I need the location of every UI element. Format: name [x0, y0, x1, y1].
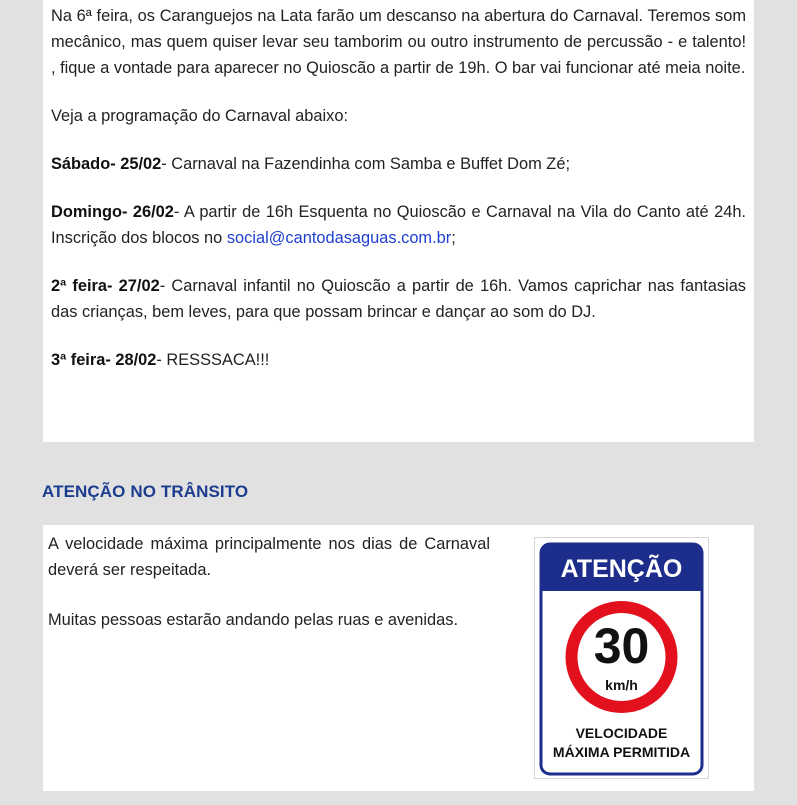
sign-header-text: ATENÇÃO [560, 555, 683, 583]
traffic-paragraph-1: A velocidade máxima principalmente nos dias de Carnaval deverá ser respeitada. [48, 535, 490, 579]
section-title-traffic: ATENÇÃO NO TRÂNSITO [42, 482, 249, 501]
speed-limit-sign [535, 538, 708, 778]
schedule-day: Domingo- 26/02 [51, 203, 174, 221]
schedule-day: 2ª feira- 27/02 [51, 277, 160, 295]
schedule-text: - Carnaval na Fazendinha com Samba e Buffet Dom Zé; [161, 155, 570, 173]
schedule-text: - RESSSACA!!! [156, 351, 270, 369]
schedule-day: Sábado- 25/02 [51, 155, 162, 173]
traffic-text [48, 531, 490, 633]
schedule-text-end: ; [451, 229, 456, 247]
sign-caption-line-1: VELOCIDADE [575, 725, 668, 741]
email-link[interactable]: social@cantodasaguas.com.br [226, 229, 452, 247]
schedule-item-monday [51, 273, 746, 325]
schedule-item-sunday [51, 199, 746, 251]
speed-unit: km/h [605, 677, 638, 693]
traffic-content-card [43, 525, 754, 791]
schedule-item-saturday [51, 151, 746, 177]
intro-paragraph: Na 6ª feira, os Caranguejos na Lata farão um descanso na abertura do Carnaval. Teremos som mecânico, mas quem quiser levar seu tamborim ou outro instrumento de percussão - e talento! , fique a vontade para aparecer no Quioscão a partir de 19h. O bar vai funcionar até meia noite. [51, 7, 746, 77]
schedule-text: - Carnaval infantil no Quioscão a partir de 16h. Vamos caprichar nas fantasias das crianças, bem leves, para que possam brincar e dançar ao som do DJ. [51, 277, 747, 321]
traffic-paragraph-2: Muitas pessoas estarão andando pelas ruas e avenidas. [48, 611, 459, 629]
speed-limit-sign-image [534, 537, 709, 779]
speed-value: 30 [593, 618, 650, 674]
schedule-text: - A partir de 16h Esquenta no Quioscão e Carnaval na Vila do Canto até 24h. Inscrição dos blocos no [51, 203, 746, 247]
schedule-item-tuesday [51, 347, 746, 373]
sign-caption-line-2: MÁXIMA PERMITIDA [552, 744, 691, 760]
schedule-intro: Veja a programação do Carnaval abaixo: [51, 107, 349, 125]
schedule-day: 3ª feira- 28/02 [51, 351, 157, 369]
carnival-content-card [43, 0, 754, 442]
